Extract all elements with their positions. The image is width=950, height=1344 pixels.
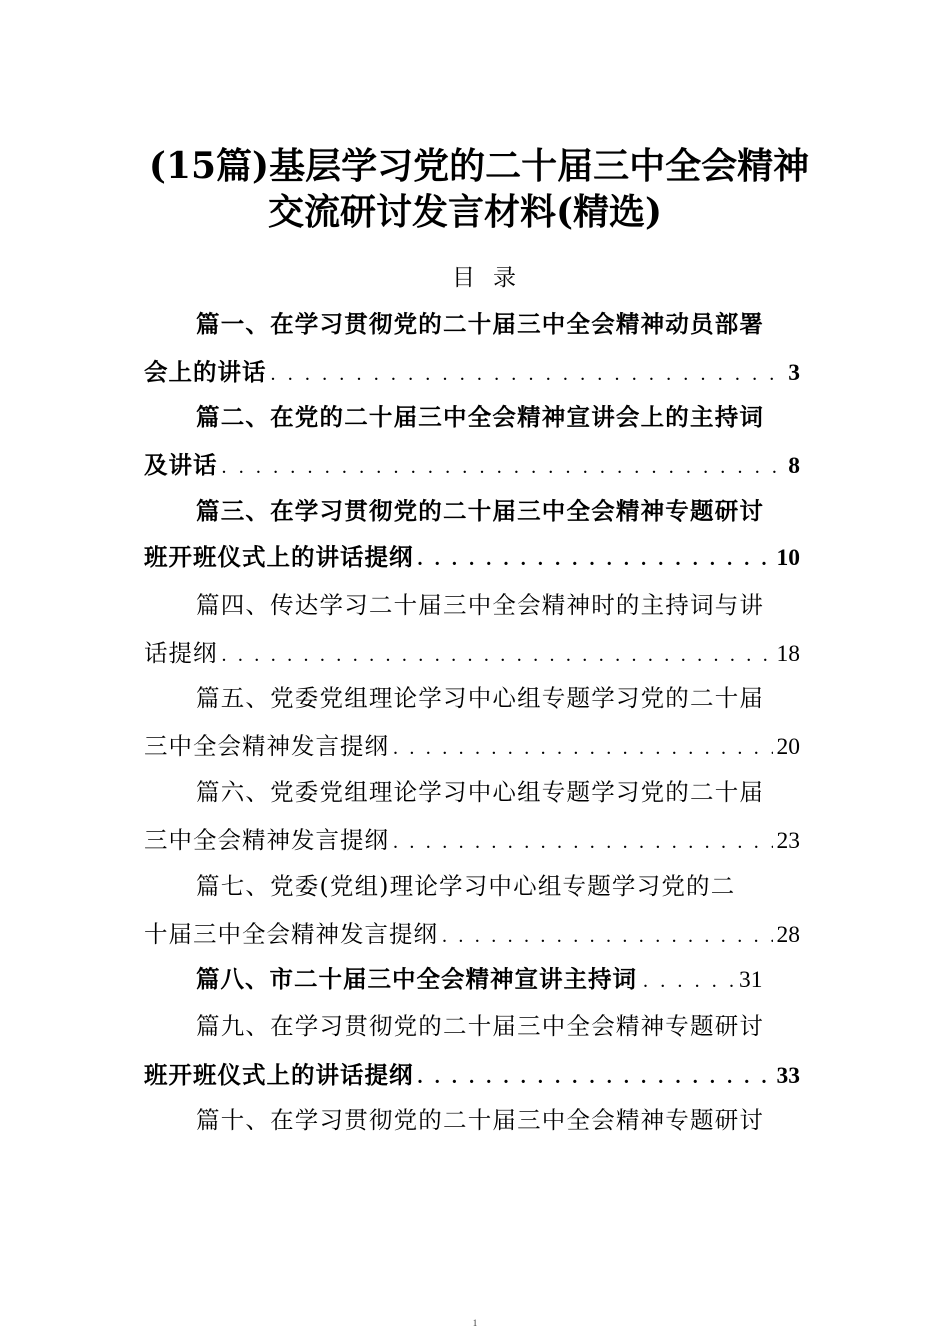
toc-entry-3-page: 10 bbox=[776, 545, 800, 571]
toc-entry-4-page: 18 bbox=[776, 641, 800, 667]
toc-entry-5-page: 20 bbox=[776, 734, 800, 760]
document-title-line2: 交流研讨发言材料(精选) bbox=[267, 191, 663, 233]
toc-entry-5-text: 三中全会精神发言提纲 bbox=[144, 732, 389, 760]
toc-leader-dots bbox=[218, 640, 773, 670]
toc-entry-10-line1[interactable]: 篇十、在学习贯彻党的二十届三中全会精神专题研讨 bbox=[196, 1106, 765, 1134]
toc-entry-7-page: 28 bbox=[776, 922, 800, 948]
toc-entry-6-line2 bbox=[144, 825, 800, 857]
toc-leader-dots bbox=[414, 544, 773, 574]
toc-entry-7-text: 十届三中全会精神发言提纲 bbox=[144, 920, 438, 948]
toc-entry-1-text: 会上的讲话 bbox=[144, 358, 267, 386]
toc-leader-dots bbox=[414, 1062, 773, 1092]
toc-entry-9-page: 33 bbox=[776, 1063, 800, 1089]
toc-entry-9-line2 bbox=[144, 1060, 800, 1092]
toc-entry-9-line1: 篇九、在学习贯彻党的二十届三中全会精神专题研讨 bbox=[196, 1012, 765, 1040]
toc-entry-7-line2 bbox=[144, 919, 800, 951]
toc-leader-dots bbox=[438, 921, 773, 951]
toc-entry-4-line1: 篇四、传达学习二十届三中全会精神时的主持词与讲 bbox=[196, 591, 765, 619]
toc-leader-dots bbox=[389, 827, 773, 857]
toc-entry-2-text: 及讲话 bbox=[144, 451, 218, 479]
toc-entry-3-line1: 篇三、在学习贯彻党的二十届三中全会精神专题研讨 bbox=[196, 497, 765, 525]
toc-entry-6-page: 23 bbox=[776, 828, 800, 854]
document-title-line1: (15篇)基层学习党的二十届三中全会精神 bbox=[148, 145, 810, 187]
toc-entry-5-line2 bbox=[144, 731, 800, 763]
toc-entry-6-line1: 篇六、党委党组理论学习中心组专题学习党的二十届 bbox=[196, 778, 765, 806]
toc-entry-2-line2 bbox=[144, 450, 800, 482]
toc-entry-8-text: 篇八、市二十届三中全会精神宣讲主持词 bbox=[196, 965, 637, 993]
toc-entry-2-line1: 篇二、在党的二十届三中全会精神宣讲会上的主持词 bbox=[196, 403, 765, 431]
toc-entry-1-line2 bbox=[144, 357, 800, 389]
toc-leader-dots bbox=[389, 733, 773, 763]
toc-entry-1-line1: 篇一、在学习贯彻党的二十届三中全会精神动员部署 bbox=[196, 310, 765, 338]
toc-entry-2-page: 8 bbox=[788, 453, 800, 479]
toc-entry-3-line2 bbox=[144, 542, 800, 574]
toc-entry-9-text: 班开班仪式上的讲话提纲 bbox=[144, 1061, 414, 1089]
toc-entry-4-text: 话提纲 bbox=[144, 639, 218, 667]
toc-leader-dots bbox=[637, 966, 733, 996]
toc-entry-8[interactable] bbox=[196, 964, 800, 996]
toc-entry-7-line1: 篇七、党委(党组)理论学习中心组专题学习党的二 bbox=[196, 872, 736, 900]
toc-entry-6-text: 三中全会精神发言提纲 bbox=[144, 826, 389, 854]
toc-leader-dots bbox=[218, 452, 785, 482]
toc-entry-3-text: 班开班仪式上的讲话提纲 bbox=[144, 543, 414, 571]
toc-entry-8-page: 31 bbox=[739, 967, 763, 993]
toc-entry-5-line1: 篇五、党委党组理论学习中心组专题学习党的二十届 bbox=[196, 684, 765, 712]
page-number: 1 bbox=[472, 1318, 478, 1328]
toc-leader-dots bbox=[267, 359, 785, 389]
toc-entry-1-page: 3 bbox=[788, 360, 800, 386]
toc-heading: 目录 bbox=[452, 265, 534, 291]
toc-entry-4-line2 bbox=[144, 638, 800, 670]
